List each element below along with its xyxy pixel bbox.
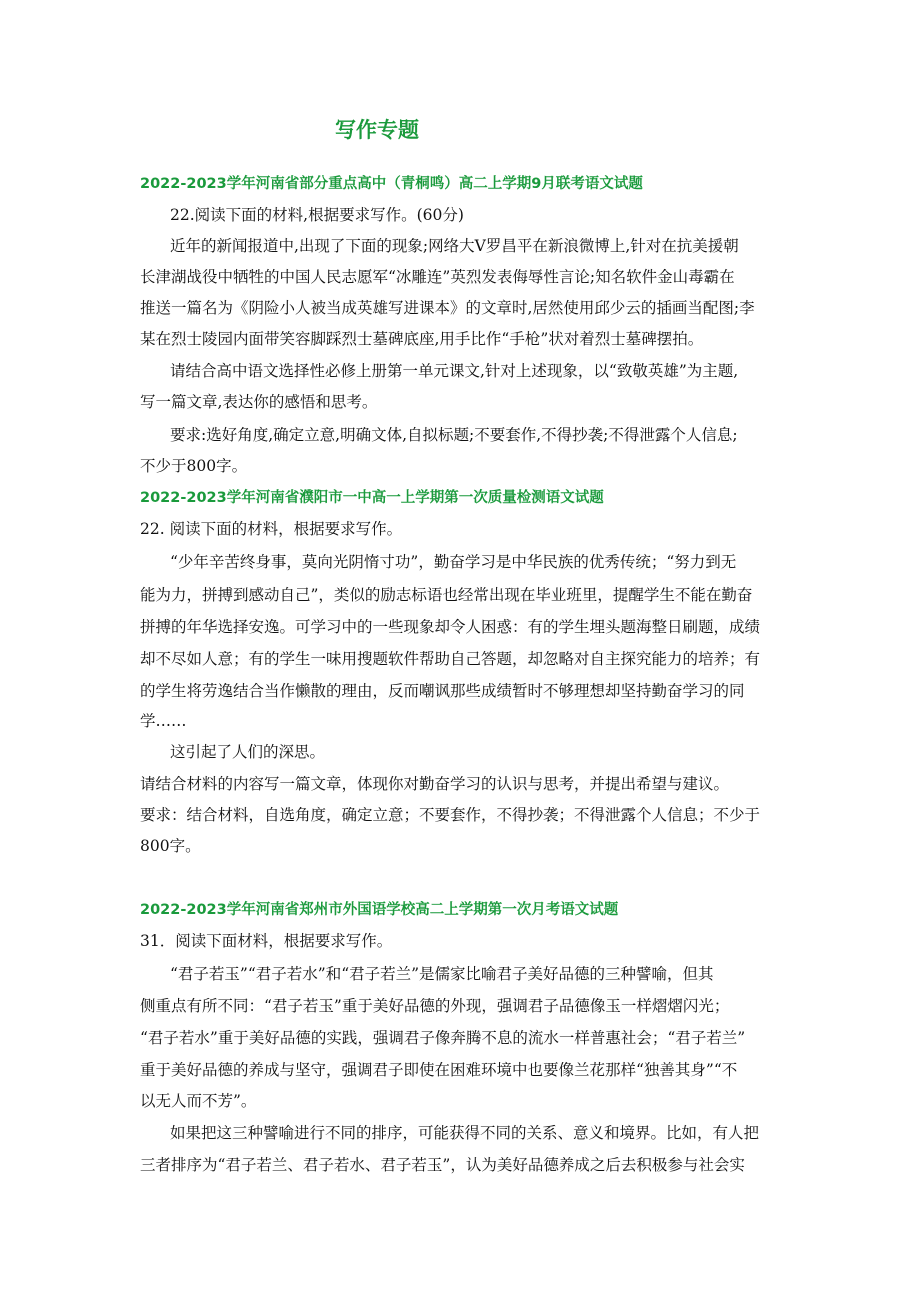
page-title: 写作专题 [335,118,419,142]
paragraph-line: “少年辛苦终身事，莫向光阴惰寸功”，勤奋学习是中华民族的优秀传统；“努力到无 [170,553,737,571]
paragraph-line: 重于美好品德的养成与坚守，强调君子即使在困难环境中也要像兰花那样“独善其身”“不 [140,1061,738,1079]
paragraph-line: “君子若水”重于美好品德的实践，强调君子像奔腾不息的流水一样普惠社会；“君子若兰” [140,1029,746,1047]
paragraph-line: 这引起了人们的深思。 [170,743,326,761]
paragraph-line: 不少于800字。 [140,457,248,475]
paragraph-line: 三者排序为“君子若兰、君子若水、君子若玉”，认为美好品德养成之后去积极参与社会实 [140,1156,745,1174]
paragraph-line: 以无人而不芳”。 [140,1092,257,1110]
paragraph-line: 要求：结合材料，自选角度，确定立意；不要套作，不得抄袭；不得泄露个人信息；不少于 [140,806,761,824]
paragraph-line: 800字。 [140,837,201,855]
section-heading: 2022-2023学年河南省濮阳市一中高一上学期第一次质量检测语文试题 [140,490,604,506]
paragraph-line: 推送一篇名为《阴险小人被当成英雄写进课本》的文章时,居然使用邱少云的插画当配图;李 [140,299,755,317]
paragraph-line: 的学生将劳逸结合当作懒散的理由，反而嘲讽那些成绩暂时不够理想却坚持勤奋学习的同 [140,682,745,700]
paragraph-line: 要求:选好角度,确定立意,明确文体,自拟标题;不要套作,不得抄袭;不得泄露个人信息; [170,426,738,444]
question-line: 31．阅读下面材料，根据要求写作。 [140,932,393,950]
paragraph-line: 却不尽如人意；有的学生一味用搜题软件帮助自己答题，却忽略对自主探究能力的培养；有 [140,650,761,668]
section-heading: 2022-2023学年河南省郑州市外国语学校高二上学期第一次月考语文试题 [140,902,619,918]
section-heading: 2022-2023学年河南省部分重点高中（青桐鸣）高二上学期9月联考语文试题 [140,176,643,192]
paragraph-line: 学…… [140,712,187,730]
paragraph-line: 近年的新闻报道中,出现了下面的现象;网络大V罗昌平在新浪微博上,针对在抗美援朝 [170,237,739,255]
paragraph-line: 拼搏的年华选择安逸。可学习中的一些现象却令人困惑：有的学生埋头题海整日刷题，成绩 [140,618,761,636]
paragraph-line: 请结合高中语文选择性必修上册第一单元课文,针对上述现象，以“致敬英雄”为主题, [170,362,739,380]
paragraph-line: 能为力，拼搏到感动自己”，类似的励志标语也经常出现在毕业班里，提醒学生不能在勤奋 [140,586,753,604]
question-line: 22.阅读下面的材料,根据要求写作。(60分) [170,206,464,224]
question-line: 22. 阅读下面的材料，根据要求写作。 [140,520,403,538]
paragraph-line: “君子若玉”“君子若水”和“君子若兰”是儒家比喻君子美好品德的三种譬喻，但其 [170,965,714,983]
paragraph-line: 如果把这三种譬喻进行不同的排序，可能获得不同的关系、意义和境界。比如，有人把 [170,1124,760,1142]
paragraph-line: 写一篇文章,表达你的感悟和思考。 [140,393,378,411]
paragraph-line: 某在烈士陵园内面带笑容脚踩烈士墓碑底座,用手比作“手枪”状对着烈士墓碑摆拍。 [140,330,704,348]
paragraph-line: 长津湖战役中牺牲的中国人民志愿军“冰雕连”英烈发表侮辱性言论;知名软件金山毒霸在 [140,268,735,286]
paragraph-line: 请结合材料的内容写一篇文章，体现你对勤奋学习的认识与思考，并提出希望与建议。 [140,775,730,793]
paragraph-line: 侧重点有所不同：“君子若玉”重于美好品德的外现，强调君子品德像玉一样熠熠闪光； [140,997,730,1015]
